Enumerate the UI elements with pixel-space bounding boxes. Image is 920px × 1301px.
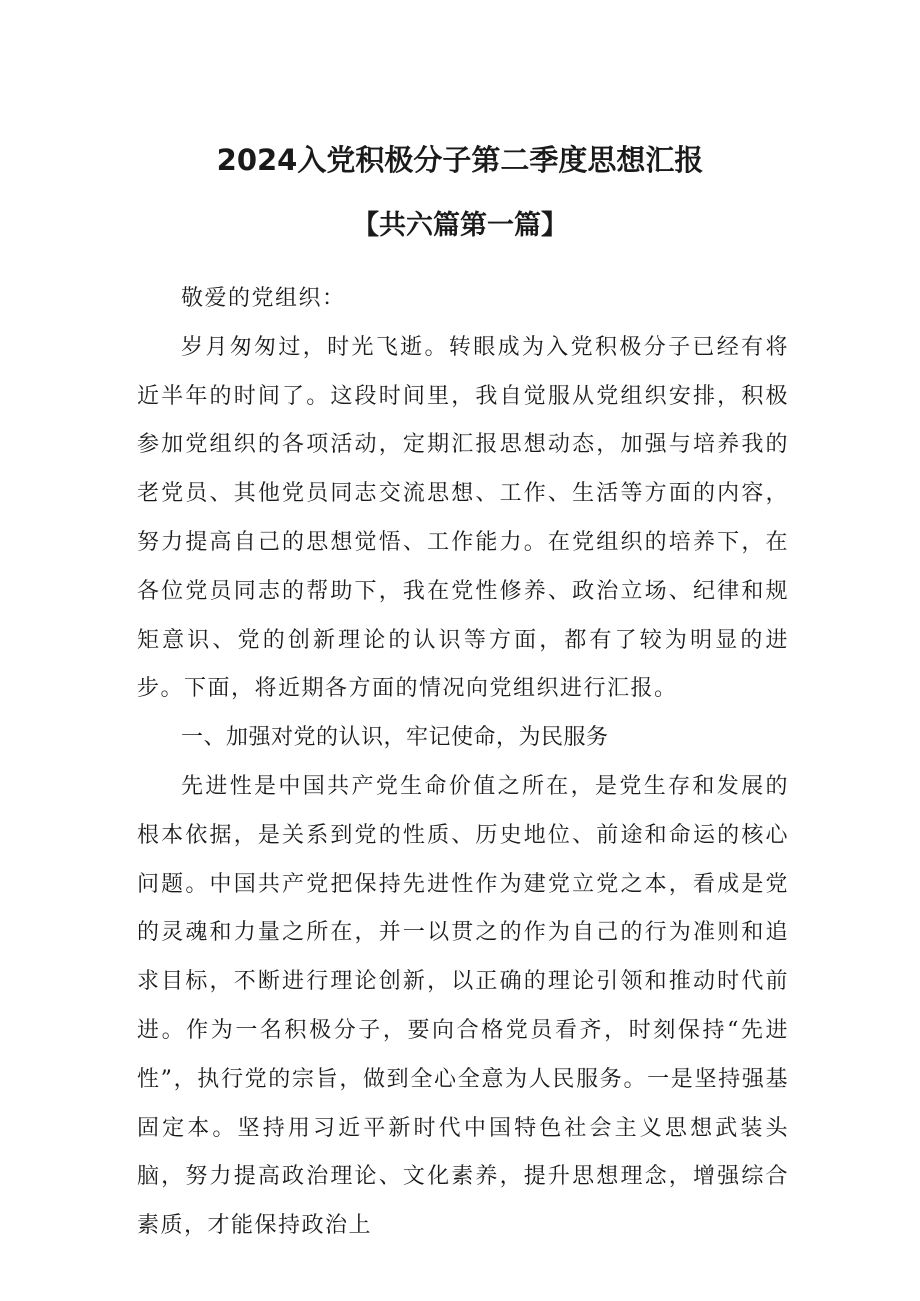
paragraph-intro: 岁月匆匆过，时光飞逝。转眼成为入党积极分子已经有将近半年的时间了。这段时间里，我自觉服从党组织安排，积极参加党组织的各项活动，定期汇报思想动态，加强与培养我的老党员、其他党员同志交流思想、工作、生活等方面的内容，努力提高自己的思想觉悟、工作能力。在党组织的培养下，在各位党员同志的帮助下，我在党性修养、政治立场、纪律和规矩意识、党的创新理论的认识等方面，都有了较为明显的进步。下面，将近期各方面的情况向党组织进行汇报。 [137, 334, 789, 702]
salutation: 敬爱的党组织： [181, 286, 346, 311]
document-subtitle: 【共六篇第一篇】 [352, 210, 568, 241]
document-body [137, 275, 789, 1251]
document-title: 2024入党积极分子第二季度思想汇报 [216, 143, 704, 177]
section-paragraph: 先进性是中国共产党生命价值之所在，是党生存和发展的根本依据，是关系到党的性质、历史地位、前途和命运的核心问题。中国共产党把保持先进性作为建党立党之本，看成是党的灵魂和力量之所在，并一以贯之的作为自己的行为准则和追求目标，不断进行理论创新，以正确的理论引领和推动时代前进。作为一名积极分子，要向合格党员看齐，时刻保持“先进性”，执行党的宗旨，做到全心全意为人民服务。一是坚持强基固定本。坚持用习近平新时代中国特色社会主义思想武装头脑，努力提高政治理论、文化素养，提升思想理念，增强综合素质，才能保持政治上 [137, 773, 789, 1239]
section-heading: 一、加强对党的认识，牢记使命，为民服务 [181, 725, 609, 751]
